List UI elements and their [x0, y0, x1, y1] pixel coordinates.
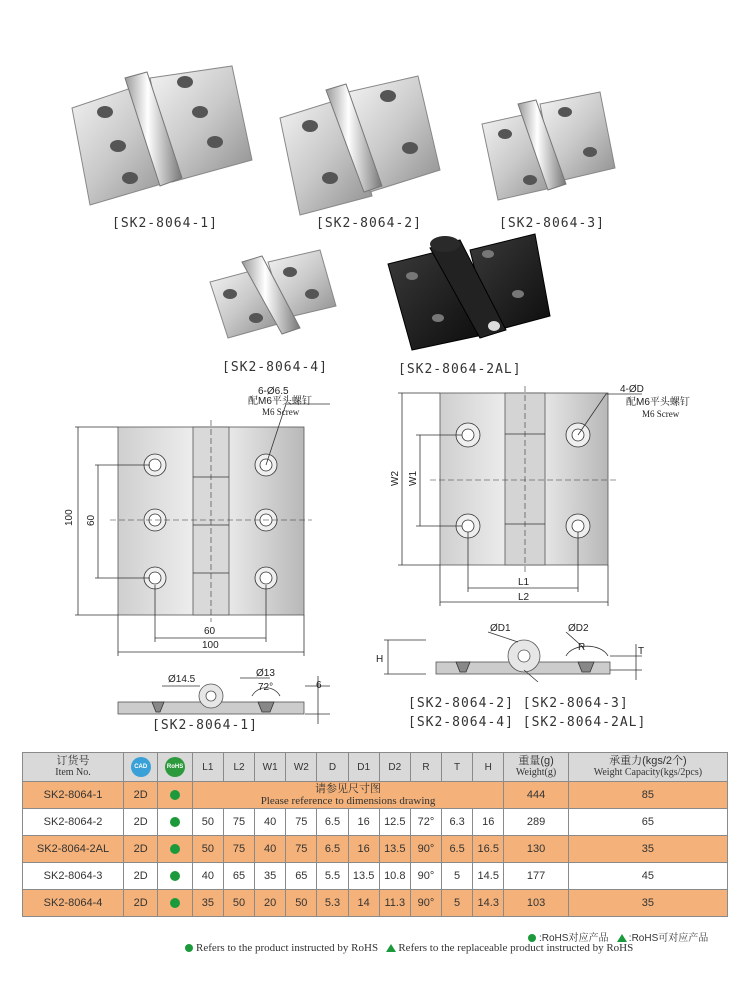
side-dim-h: H	[376, 654, 384, 665]
cell-weight: 103	[504, 890, 568, 917]
header-d1: D1	[348, 753, 379, 782]
cell-capacity: 45	[568, 863, 727, 890]
cell-r: 90°	[410, 890, 441, 917]
hinge-photo-sk2-8064-1	[72, 66, 252, 205]
dim-width-100: 100	[202, 640, 219, 651]
caption-sk2-8064-2: [SK2-8064-2]	[316, 216, 422, 231]
header-w1: W1	[255, 753, 286, 782]
dim-height-60: 60	[86, 514, 97, 526]
cell-cad: 2D	[124, 890, 158, 917]
cell-w1: 20	[255, 890, 286, 917]
cell-d2: 11.3	[379, 890, 410, 917]
cell-d1: 16	[348, 836, 379, 863]
dim-width-60: 60	[204, 626, 216, 637]
table-row	[23, 809, 728, 836]
cell-capacity: 65	[568, 809, 727, 836]
rohs-triangle-icon	[386, 944, 396, 952]
table-row	[23, 836, 728, 863]
cell-l1: 35	[192, 890, 223, 917]
header-d2: D2	[379, 753, 410, 782]
cell-rohs	[158, 809, 192, 836]
cell-h: 16	[473, 809, 504, 836]
side-dim-od1: ØD1	[490, 623, 511, 634]
dim-w1: W1	[408, 471, 419, 486]
cell-t: 6.3	[442, 809, 473, 836]
hinge-photo-sk2-8064-2	[280, 76, 440, 215]
rohs-dot-icon	[185, 944, 193, 952]
cell-l2: 75	[223, 836, 254, 863]
drawing-sk2-8064-generic	[370, 380, 750, 742]
cell-rohs	[158, 782, 192, 809]
cell-d1: 16	[348, 809, 379, 836]
cell-h: 14.3	[473, 890, 504, 917]
screw-note-en-r: M6 Screw	[642, 409, 680, 419]
cell-l1: 40	[192, 863, 223, 890]
screw-note-count-r: 4-ØD	[620, 384, 644, 395]
rohs-dot-icon	[170, 898, 180, 908]
side-dim-od2: ØD2	[568, 623, 589, 634]
cell-capacity: 35	[568, 836, 727, 863]
cell-weight: 130	[504, 836, 568, 863]
screw-note-cn: 配M6平头螺钉	[248, 396, 312, 407]
header-d: D	[317, 753, 348, 782]
caption-sk2-8064-3: [SK2-8064-3]	[499, 216, 605, 231]
screw-note-en: M6 Screw	[262, 407, 300, 417]
cell-item: SK2-8064-3	[23, 863, 124, 890]
legend-en: Refers to the product instructed by RoHS Refers to the replaceable product instructed by RoHS	[185, 942, 633, 954]
table-header-row	[23, 753, 728, 782]
cad-icon: CAD	[131, 757, 151, 777]
cell-h: 16.5	[473, 836, 504, 863]
cell-r: 72°	[410, 809, 441, 836]
side-dim-t: 6	[316, 680, 322, 691]
cell-d2: 10.8	[379, 863, 410, 890]
cell-capacity: 35	[568, 890, 727, 917]
legend-cn: :RoHS对应产品 :RoHS可对应产品	[528, 929, 708, 944]
cell-w1: 40	[255, 836, 286, 863]
cell-w1: 40	[255, 809, 286, 836]
caption-sk2-8064-2al: [SK2-8064-2AL]	[398, 362, 522, 377]
cell-r: 90°	[410, 836, 441, 863]
cell-l1: 50	[192, 836, 223, 863]
cell-cad: 2D	[124, 836, 158, 863]
cell-d: 6.5	[317, 809, 348, 836]
screw-note-count: 6-Ø6.5	[258, 386, 289, 397]
cell-cad: 2D	[124, 782, 158, 809]
cell-capacity: 85	[568, 782, 727, 809]
table-row	[23, 863, 728, 890]
cell-item: SK2-8064-2AL	[23, 836, 124, 863]
dim-l1: L1	[518, 577, 530, 588]
header-l1: L1	[192, 753, 223, 782]
cell-d1: 14	[348, 890, 379, 917]
cell-h: 14.5	[473, 863, 504, 890]
cell-l1: 50	[192, 809, 223, 836]
header-w2: W2	[286, 753, 317, 782]
cell-t: 5	[442, 863, 473, 890]
cell-rohs	[158, 890, 192, 917]
spec-table	[22, 752, 728, 917]
rohs-icon: RoHS	[165, 757, 185, 777]
cell-l2: 75	[223, 809, 254, 836]
cell-weight: 289	[504, 809, 568, 836]
side-dim-d1: Ø14.5	[168, 674, 196, 685]
cell-r: 90°	[410, 863, 441, 890]
screw-note-cn-r: 配M6平头螺钉	[626, 397, 690, 408]
cell-cad: 2D	[124, 863, 158, 890]
header-r: R	[410, 753, 441, 782]
cell-w2: 75	[286, 836, 317, 863]
cell-rohs	[158, 863, 192, 890]
drawing-left-caption: [SK2-8064-1]	[152, 718, 258, 733]
side-dim-angle: 72°	[258, 682, 274, 693]
side-dim-r: R	[578, 642, 586, 653]
cell-w2: 50	[286, 890, 317, 917]
rohs-dot-icon	[170, 817, 180, 827]
product-photos	[0, 0, 750, 380]
header-t: T	[442, 753, 473, 782]
cell-w2: 65	[286, 863, 317, 890]
hinge-photo-sk2-8064-4	[210, 250, 336, 338]
dim-w2: W2	[390, 471, 401, 486]
cell-rohs	[158, 836, 192, 863]
table-row	[23, 782, 728, 809]
header-item: 订货号 Item No.	[23, 753, 124, 782]
cell-l2: 50	[223, 890, 254, 917]
cell-item: SK2-8064-2	[23, 809, 124, 836]
cell-item: SK2-8064-4	[23, 890, 124, 917]
drawing-right-caption-1: [SK2-8064-2] [SK2-8064-3]	[408, 696, 629, 711]
cell-cad: 2D	[124, 809, 158, 836]
cell-w1: 35	[255, 863, 286, 890]
caption-sk2-8064-1: [SK2-8064-1]	[112, 216, 218, 231]
header-l2: L2	[223, 753, 254, 782]
caption-sk2-8064-4: [SK2-8064-4]	[222, 360, 328, 375]
cell-d2: 12.5	[379, 809, 410, 836]
cell-d: 5.3	[317, 890, 348, 917]
cell-t: 6.5	[442, 836, 473, 863]
side-dim-d2: Ø13	[256, 668, 275, 679]
drawing-right-caption-2: [SK2-8064-4] [SK2-8064-2AL]	[408, 715, 647, 730]
dim-height-100: 100	[64, 509, 75, 526]
cell-d: 6.5	[317, 836, 348, 863]
header-rohs	[158, 753, 192, 782]
cell-reference: 请参见尺寸图 Please reference to dimensions drawing	[192, 782, 504, 809]
cell-d: 5.5	[317, 863, 348, 890]
cell-t: 5	[442, 890, 473, 917]
cell-w2: 75	[286, 809, 317, 836]
cell-d1: 13.5	[348, 863, 379, 890]
cell-weight: 177	[504, 863, 568, 890]
header-capacity: 承重力(kgs/2个) Weight Capacity(kgs/2pcs)	[568, 753, 727, 782]
cell-d2: 13.5	[379, 836, 410, 863]
cell-weight: 444	[504, 782, 568, 809]
drawing-sk2-8064-1	[0, 380, 370, 742]
rohs-dot-icon	[170, 790, 180, 800]
table-row	[23, 890, 728, 917]
rohs-dot-icon	[170, 871, 180, 881]
hinge-photo-sk2-8064-3	[482, 92, 615, 200]
header-weight: 重量(g) Weight(g)	[504, 753, 568, 782]
hinge-photo-sk2-8064-2al	[388, 234, 550, 350]
side-dim-t-r: T	[638, 646, 645, 657]
dim-l2: L2	[518, 592, 530, 603]
cell-item: SK2-8064-1	[23, 782, 124, 809]
header-cad	[124, 753, 158, 782]
rohs-dot-icon	[170, 844, 180, 854]
cell-l2: 65	[223, 863, 254, 890]
header-h: H	[473, 753, 504, 782]
